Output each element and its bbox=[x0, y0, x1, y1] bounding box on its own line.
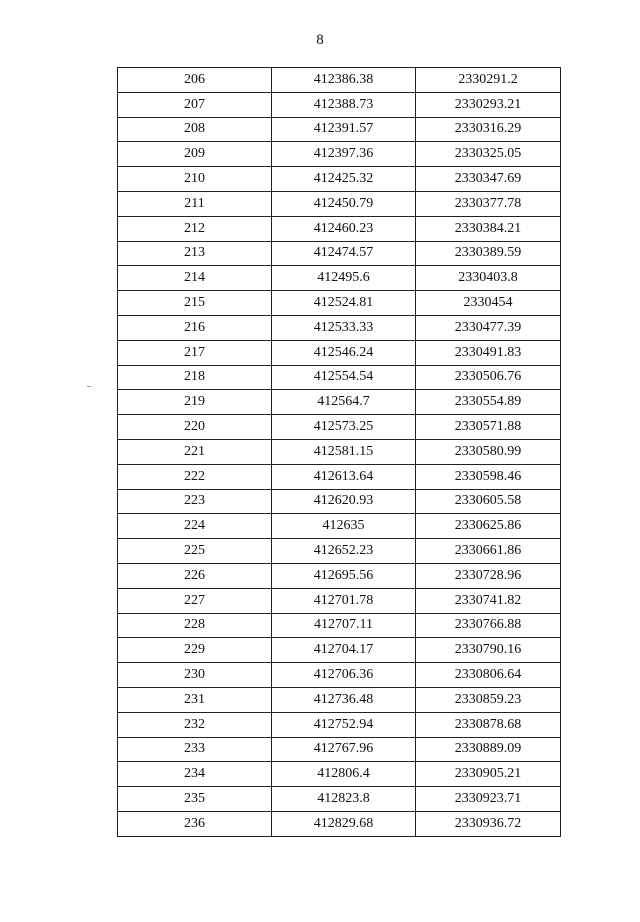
y-coordinate-cell: 2330766.88 bbox=[416, 613, 561, 638]
point-number-cell: 223 bbox=[118, 489, 272, 514]
y-coordinate-cell: 2330741.82 bbox=[416, 588, 561, 613]
x-coordinate-cell: 412652.23 bbox=[272, 539, 416, 564]
y-coordinate-cell: 2330598.46 bbox=[416, 464, 561, 489]
table-row bbox=[118, 787, 561, 812]
point-number-cell: 221 bbox=[118, 439, 272, 464]
x-coordinate-cell: 412701.78 bbox=[272, 588, 416, 613]
x-coordinate-cell: 412736.48 bbox=[272, 687, 416, 712]
table-row bbox=[118, 464, 561, 489]
x-coordinate-cell: 412524.81 bbox=[272, 291, 416, 316]
y-coordinate-cell: 2330347.69 bbox=[416, 167, 561, 192]
point-number-cell: 211 bbox=[118, 191, 272, 216]
table-row bbox=[118, 291, 561, 316]
point-number-cell: 225 bbox=[118, 539, 272, 564]
point-number-cell: 233 bbox=[118, 737, 272, 762]
x-coordinate-cell: 412450.79 bbox=[272, 191, 416, 216]
y-coordinate-cell: 2330325.05 bbox=[416, 142, 561, 167]
x-coordinate-cell: 412635 bbox=[272, 514, 416, 539]
x-coordinate-cell: 412767.96 bbox=[272, 737, 416, 762]
y-coordinate-cell: 2330571.88 bbox=[416, 415, 561, 440]
point-number-cell: 232 bbox=[118, 712, 272, 737]
point-number-cell: 230 bbox=[118, 663, 272, 688]
y-coordinate-cell: 2330859.23 bbox=[416, 687, 561, 712]
table-row bbox=[118, 92, 561, 117]
margin-mark bbox=[87, 386, 91, 387]
point-number-cell: 218 bbox=[118, 365, 272, 390]
y-coordinate-cell: 2330661.86 bbox=[416, 539, 561, 564]
y-coordinate-cell: 2330293.21 bbox=[416, 92, 561, 117]
table-row bbox=[118, 390, 561, 415]
y-coordinate-cell: 2330477.39 bbox=[416, 315, 561, 340]
coordinates-table-body bbox=[118, 68, 561, 837]
y-coordinate-cell: 2330790.16 bbox=[416, 638, 561, 663]
table-row bbox=[118, 142, 561, 167]
point-number-cell: 207 bbox=[118, 92, 272, 117]
y-coordinate-cell: 2330936.72 bbox=[416, 811, 561, 836]
y-coordinate-cell: 2330554.89 bbox=[416, 390, 561, 415]
point-number-cell: 224 bbox=[118, 514, 272, 539]
point-number-cell: 227 bbox=[118, 588, 272, 613]
x-coordinate-cell: 412704.17 bbox=[272, 638, 416, 663]
y-coordinate-cell: 2330454 bbox=[416, 291, 561, 316]
table-row bbox=[118, 340, 561, 365]
x-coordinate-cell: 412546.24 bbox=[272, 340, 416, 365]
table-row bbox=[118, 415, 561, 440]
y-coordinate-cell: 2330728.96 bbox=[416, 563, 561, 588]
point-number-cell: 209 bbox=[118, 142, 272, 167]
table-row bbox=[118, 241, 561, 266]
y-coordinate-cell: 2330580.99 bbox=[416, 439, 561, 464]
table-row bbox=[118, 216, 561, 241]
x-coordinate-cell: 412554.54 bbox=[272, 365, 416, 390]
x-coordinate-cell: 412397.36 bbox=[272, 142, 416, 167]
table-row bbox=[118, 167, 561, 192]
x-coordinate-cell: 412391.57 bbox=[272, 117, 416, 142]
table-row bbox=[118, 68, 561, 93]
y-coordinate-cell: 2330605.58 bbox=[416, 489, 561, 514]
table-row bbox=[118, 563, 561, 588]
x-coordinate-cell: 412752.94 bbox=[272, 712, 416, 737]
coordinates-table bbox=[117, 67, 561, 837]
x-coordinate-cell: 412706.36 bbox=[272, 663, 416, 688]
table-row bbox=[118, 663, 561, 688]
table-row bbox=[118, 191, 561, 216]
point-number-cell: 226 bbox=[118, 563, 272, 588]
point-number-cell: 212 bbox=[118, 216, 272, 241]
x-coordinate-cell: 412533.33 bbox=[272, 315, 416, 340]
x-coordinate-cell: 412564.7 bbox=[272, 390, 416, 415]
x-coordinate-cell: 412386.38 bbox=[272, 68, 416, 93]
point-number-cell: 210 bbox=[118, 167, 272, 192]
y-coordinate-cell: 2330506.76 bbox=[416, 365, 561, 390]
point-number-cell: 220 bbox=[118, 415, 272, 440]
x-coordinate-cell: 412806.4 bbox=[272, 762, 416, 787]
table-row bbox=[118, 613, 561, 638]
x-coordinate-cell: 412460.23 bbox=[272, 216, 416, 241]
y-coordinate-cell: 2330291.2 bbox=[416, 68, 561, 93]
point-number-cell: 228 bbox=[118, 613, 272, 638]
point-number-cell: 215 bbox=[118, 291, 272, 316]
point-number-cell: 206 bbox=[118, 68, 272, 93]
x-coordinate-cell: 412474.57 bbox=[272, 241, 416, 266]
y-coordinate-cell: 2330923.71 bbox=[416, 787, 561, 812]
table-row bbox=[118, 588, 561, 613]
x-coordinate-cell: 412620.93 bbox=[272, 489, 416, 514]
table-row bbox=[118, 117, 561, 142]
table-row bbox=[118, 266, 561, 291]
x-coordinate-cell: 412695.56 bbox=[272, 563, 416, 588]
x-coordinate-cell: 412613.64 bbox=[272, 464, 416, 489]
y-coordinate-cell: 2330389.59 bbox=[416, 241, 561, 266]
table-row bbox=[118, 365, 561, 390]
x-coordinate-cell: 412823.8 bbox=[272, 787, 416, 812]
point-number-cell: 213 bbox=[118, 241, 272, 266]
point-number-cell: 234 bbox=[118, 762, 272, 787]
point-number-cell: 208 bbox=[118, 117, 272, 142]
x-coordinate-cell: 412495.6 bbox=[272, 266, 416, 291]
y-coordinate-cell: 2330625.86 bbox=[416, 514, 561, 539]
x-coordinate-cell: 412388.73 bbox=[272, 92, 416, 117]
point-number-cell: 216 bbox=[118, 315, 272, 340]
y-coordinate-cell: 2330491.83 bbox=[416, 340, 561, 365]
x-coordinate-cell: 412581.15 bbox=[272, 439, 416, 464]
point-number-cell: 235 bbox=[118, 787, 272, 812]
y-coordinate-cell: 2330403.8 bbox=[416, 266, 561, 291]
y-coordinate-cell: 2330889.09 bbox=[416, 737, 561, 762]
page-number: 8 bbox=[316, 32, 324, 48]
table-row bbox=[118, 439, 561, 464]
table-row bbox=[118, 811, 561, 836]
y-coordinate-cell: 2330905.21 bbox=[416, 762, 561, 787]
table-row bbox=[118, 315, 561, 340]
x-coordinate-cell: 412425.32 bbox=[272, 167, 416, 192]
point-number-cell: 219 bbox=[118, 390, 272, 415]
point-number-cell: 231 bbox=[118, 687, 272, 712]
x-coordinate-cell: 412573.25 bbox=[272, 415, 416, 440]
point-number-cell: 236 bbox=[118, 811, 272, 836]
y-coordinate-cell: 2330384.21 bbox=[416, 216, 561, 241]
point-number-cell: 229 bbox=[118, 638, 272, 663]
point-number-cell: 214 bbox=[118, 266, 272, 291]
y-coordinate-cell: 2330806.64 bbox=[416, 663, 561, 688]
y-coordinate-cell: 2330878.68 bbox=[416, 712, 561, 737]
y-coordinate-cell: 2330377.78 bbox=[416, 191, 561, 216]
table-row bbox=[118, 638, 561, 663]
table-row bbox=[118, 737, 561, 762]
table-row bbox=[118, 712, 561, 737]
point-number-cell: 222 bbox=[118, 464, 272, 489]
table-row bbox=[118, 489, 561, 514]
point-number-cell: 217 bbox=[118, 340, 272, 365]
x-coordinate-cell: 412829.68 bbox=[272, 811, 416, 836]
table-row bbox=[118, 539, 561, 564]
table-row bbox=[118, 514, 561, 539]
y-coordinate-cell: 2330316.29 bbox=[416, 117, 561, 142]
table-row bbox=[118, 687, 561, 712]
x-coordinate-cell: 412707.11 bbox=[272, 613, 416, 638]
table-row bbox=[118, 762, 561, 787]
